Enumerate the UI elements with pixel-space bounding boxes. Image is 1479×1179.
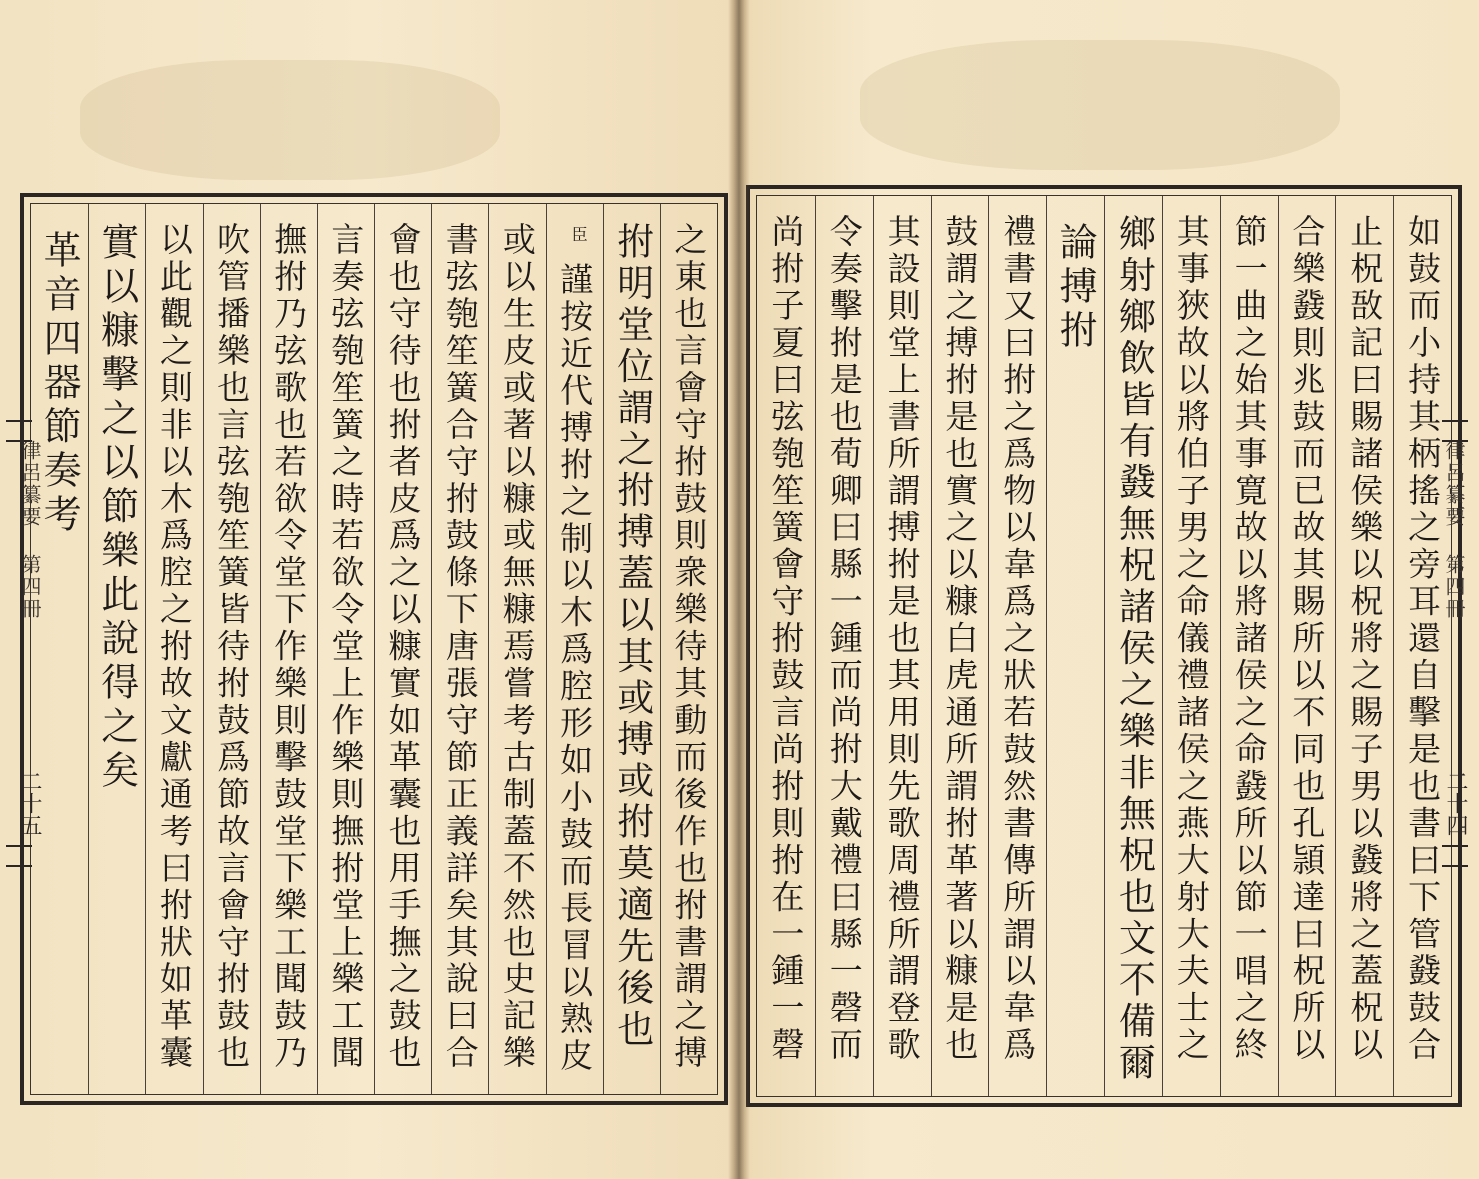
column-text: 令奏擊拊是也荀卿曰縣一鍾而尚拊大戴禮曰縣一磬而 xyxy=(824,214,864,1065)
left-page-column xyxy=(260,204,317,1094)
column-text: 實以糠擊之以節樂此說得之矣 xyxy=(94,222,139,794)
column-text: 節一曲之始其事寛故以將諸侯之命鼗所以節一唱之終 xyxy=(1229,214,1269,1065)
right-page-column xyxy=(931,196,989,1096)
right-page-column xyxy=(1278,196,1336,1096)
right-inner-border xyxy=(756,195,1452,1097)
column-text: 拊明堂位謂之拊搏蓋以其或搏或拊莫適先後也 xyxy=(610,222,654,1051)
left-page-column xyxy=(488,204,545,1094)
section-heading: 論搏拊 xyxy=(1053,222,1098,354)
left-page-column xyxy=(660,204,717,1094)
right-page-column xyxy=(815,196,873,1096)
column-text: 止柷敔記曰賜諸侯樂以柷將之賜子男以鼗將之蓋柷以 xyxy=(1345,214,1385,1065)
right-page-column xyxy=(1335,196,1393,1096)
left-page-column xyxy=(317,204,374,1094)
right-page-column xyxy=(1104,196,1162,1096)
right-spine-title: 律呂纂要 第四冊 xyxy=(1442,440,1466,620)
paper-stain xyxy=(80,60,500,180)
left-page-column xyxy=(603,204,660,1094)
right-page-number: 二十四 xyxy=(1443,770,1468,836)
column-text: 鼓謂之搏拊是也實之以糠白虎通所謂拊革著以糠是也 xyxy=(940,214,980,1065)
right-fishtail-bottom xyxy=(1442,845,1468,867)
left-page-column xyxy=(431,204,488,1094)
right-page xyxy=(740,0,1479,1179)
left-page-column xyxy=(31,204,88,1094)
right-page-column xyxy=(757,196,815,1096)
column-text: 鄉射鄉飲皆有鼗無柷諸侯之樂非無柷也文不備爾 xyxy=(1112,214,1156,1085)
right-page-column xyxy=(1393,196,1451,1096)
left-page-column xyxy=(203,204,260,1094)
book-gutter xyxy=(728,0,750,1179)
column-text: 合樂鼗則兆鼓而已故其賜所以不同也孔頴達曰柷所以 xyxy=(1287,214,1327,1065)
left-fishtail-bottom xyxy=(6,845,32,867)
left-text-frame xyxy=(20,193,728,1105)
left-page-column xyxy=(88,204,145,1094)
left-page-column xyxy=(546,204,603,1094)
column-text: 尚拊子夏曰弦匏笙簧會守拊鼓言尚拊則拊在一鍾一磬 xyxy=(766,214,806,1065)
left-page-column xyxy=(374,204,431,1094)
column-text: 謹按近代搏拊之制以木爲腔形如小鼓而長冒以熟皮 xyxy=(555,262,595,1076)
column-text: 書弦匏笙簧合守拊鼓條下唐張守節正義詳矣其說曰合 xyxy=(440,222,480,1073)
column-text: 之東也言會守拊鼓則衆樂待其動而後作也拊書謂之搏 xyxy=(669,222,709,1073)
column-text: 如鼓而小持其柄搖之旁耳還自擊是也書曰下管鼗鼓合 xyxy=(1403,214,1443,1065)
column-text: 其事狹故以將伯子男之命儀禮諸侯之燕大射大夫士之 xyxy=(1171,214,1211,1065)
right-page-column xyxy=(1162,196,1220,1096)
column-text: 其設則堂上書所謂搏拊是也其用則先歌周禮所謂登歌 xyxy=(882,214,922,1065)
column-text: 會也守待也拊者皮爲之以糠實如革囊也用手撫之鼓也 xyxy=(383,222,423,1073)
paper-stain xyxy=(860,40,1340,170)
right-page-column xyxy=(1220,196,1278,1096)
right-page-column xyxy=(1046,196,1104,1096)
right-text-frame xyxy=(746,185,1462,1107)
left-spine-title: 律呂纂要 第四冊 xyxy=(18,440,42,620)
section-heading: 革音四器節奏考 xyxy=(37,230,82,538)
right-page-column xyxy=(988,196,1046,1096)
column-text: 以此觀之則非以木爲腔之拊故文獻通考曰拊狀如革囊 xyxy=(154,222,194,1073)
right-fishtail-top xyxy=(1442,420,1468,442)
left-fishtail-top xyxy=(6,420,32,442)
column-text: 吹管播樂也言弦匏笙簧皆待拊鼓爲節故言會守拊鼓也 xyxy=(212,222,252,1073)
right-page-column xyxy=(873,196,931,1096)
column-text: 撫拊乃弦歌也若欲令堂下作樂則擊鼓堂下樂工聞鼓乃 xyxy=(269,222,309,1073)
column-text: 或以生皮或著以糠或無糠焉嘗考古制蓋不然也史記樂 xyxy=(497,222,537,1073)
column-text: 禮書又曰拊之爲物以韋爲之狀若鼓然書傳所謂以韋爲 xyxy=(998,214,1038,1065)
minister-marker: 臣 xyxy=(569,226,589,242)
left-inner-border xyxy=(30,203,718,1095)
left-page-number: 二十五 xyxy=(17,770,42,836)
column-text: 言奏弦匏笙簧之時若欲令堂上作樂則撫拊堂上樂工聞 xyxy=(326,222,366,1073)
left-page-column xyxy=(145,204,202,1094)
